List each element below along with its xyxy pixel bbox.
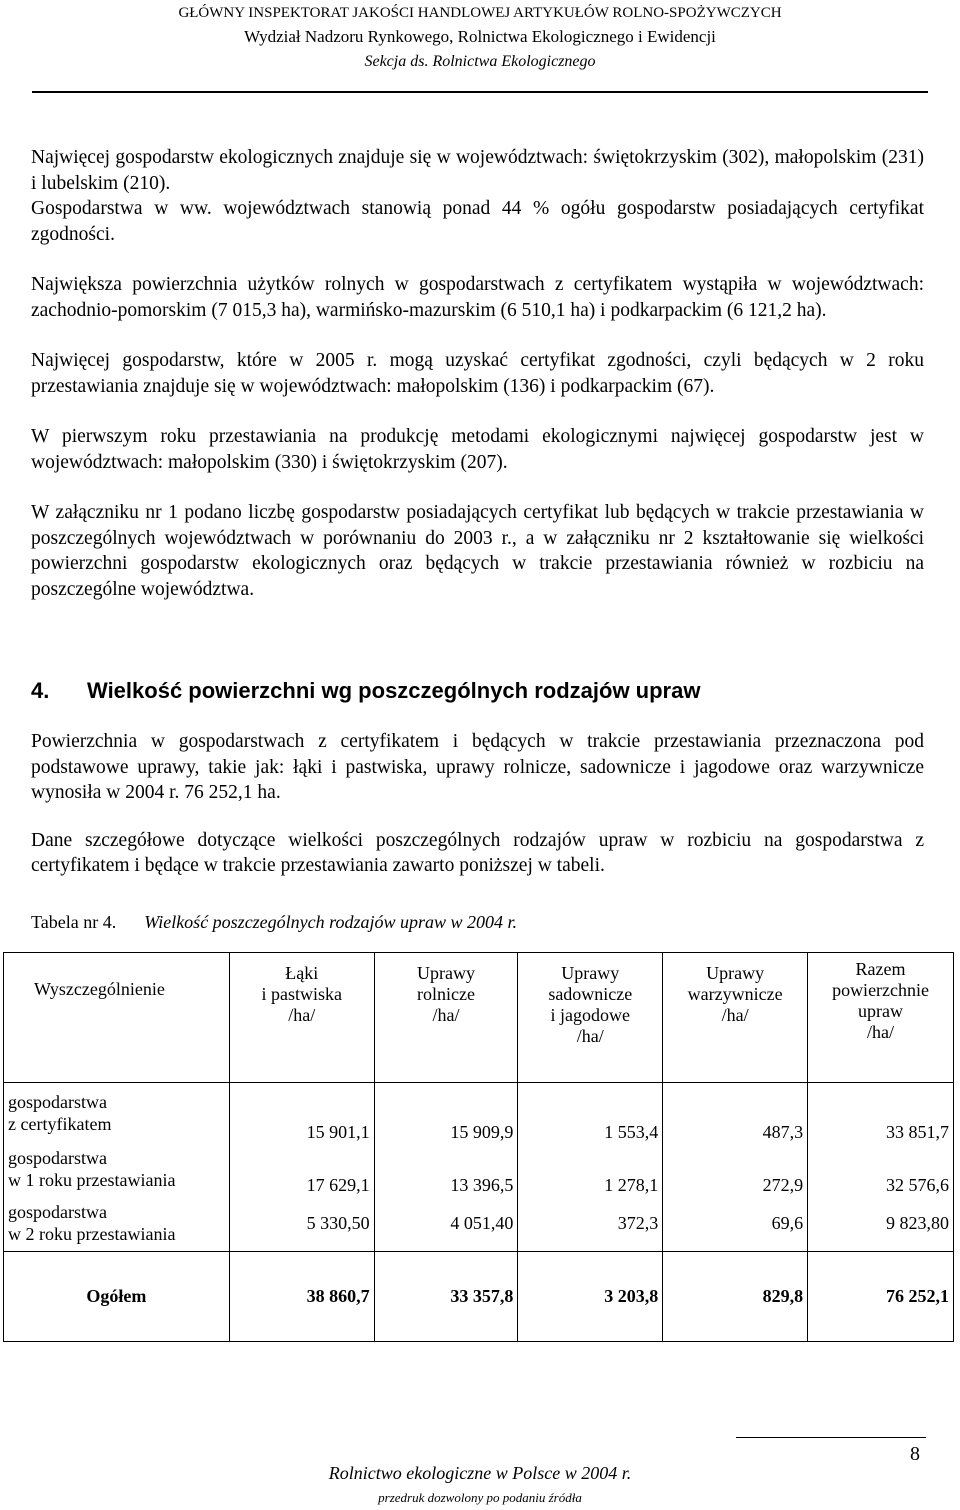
table-caption-title: Wielkość poszczególnych rodzajów upraw w 2004 r. [144, 912, 518, 932]
table-cell: 69,6 [663, 1196, 808, 1252]
footer-note: przedruk dozwolony po podaniu źródła [378, 1490, 582, 1505]
row-label: gospodarstwa w 2 roku przestawiania [4, 1196, 230, 1252]
body-text [31, 145, 924, 602]
page-number: 8 [910, 1443, 920, 1465]
table-cell: 372,3 [518, 1196, 663, 1252]
header-divider [32, 91, 928, 93]
table-row [4, 1196, 954, 1252]
table-cell: 15 909,9 [374, 1083, 518, 1143]
table-cell: 76 252,1 [808, 1252, 954, 1342]
paragraph: Gospodarstwa w ww. województwach stanowią ponad 44 % ogółu gospodarstw posiadających certyfikat zgodności. [31, 198, 924, 245]
table-row [4, 1083, 954, 1143]
table-cell: 5 330,50 [229, 1196, 374, 1252]
paragraph: Najwięcej gospodarstw ekologicznych znajduje się w województwach: świętokrzyskim (302), małopolskim (231) i lubelskim (210). [31, 147, 924, 194]
paragraph: Dane szczegółowe dotyczące wielkości poszczególnych rodzajów upraw w rozbiciu na gospodarstwa z certyfikatem i będące w trakcie przestawiania zawarto poniższej w tabeli. [31, 829, 924, 876]
table-cell: 32 576,6 [808, 1143, 954, 1196]
table-header-cell: Uprawy warzywnicze /ha/ [663, 953, 808, 1083]
table-cell: 38 860,7 [229, 1252, 374, 1342]
header-institution: GŁÓWNY INSPEKTORAT JAKOŚCI HANDLOWEJ ARTYKUŁÓW ROLNO-SPOŻYWCZYCH [178, 5, 782, 21]
table-cell: 13 396,5 [374, 1143, 518, 1196]
table-cell: 1 553,4 [518, 1083, 663, 1143]
paragraph: Największa powierzchnia użytków rolnych w gospodarstwach z certyfikatem wystąpiła w województwach: zachodnio-pomorskim (7 015,3 ha), warmińsko-mazurskim (6 510,1 ha) i podkarpackim (6 121,2 ha). [31, 274, 924, 321]
section-body-text [31, 729, 924, 879]
table-header-cell: Łąki i pastwiska /ha/ [229, 953, 374, 1083]
table-total-row [4, 1252, 954, 1342]
row-label: Ogółem [4, 1252, 230, 1342]
table-cell: 15 901,1 [229, 1083, 374, 1143]
section-number: 4. [31, 678, 50, 703]
table-cell: 272,9 [663, 1143, 808, 1196]
table-header-row [4, 953, 954, 1083]
table-header-cell: Wyszczególnienie [4, 953, 230, 1083]
table-cell: 4 051,40 [374, 1196, 518, 1252]
table-cell: 3 203,8 [518, 1252, 663, 1342]
table-header-cell: Razem powierzchnie upraw /ha/ [808, 953, 954, 1083]
table-row [4, 1143, 954, 1196]
paragraph: Najwięcej gospodarstw, które w 2005 r. mogą uzyskać certyfikat zgodności, czyli będących w 2 roku przestawiania znajduje się w województwach: małopolskim (136) i podkarpackim (67). [31, 350, 924, 397]
table-cell: 33 357,8 [374, 1252, 518, 1342]
section-heading [31, 678, 700, 704]
paragraph: Powierzchnia w gospodarstwach z certyfikatem i będących w trakcie przestawiania przeznaczona pod podstawowe uprawy, takie jak: łąki i pastwiska, uprawy rolnicze, sadownicze i jagodowe oraz warzywnicze wynosiła w 2004 r. 76 252,1 ha. [31, 731, 924, 803]
table-cell: 9 823,80 [808, 1196, 954, 1252]
paragraph: W pierwszym roku przestawiania na produkcję metodami ekologicznymi najwięcej gospodarstw jest w województwach: małopolskim (330) i świętokrzyskim (207). [31, 426, 924, 473]
section-title: Wielkość powierzchni wg poszczególnych rodzajów upraw [87, 678, 701, 703]
footer-divider [736, 1437, 926, 1438]
table-cell: 829,8 [663, 1252, 808, 1342]
crop-area-table [3, 952, 954, 1342]
table-cell: 487,3 [663, 1083, 808, 1143]
row-label: gospodarstwa z certyfikatem [4, 1083, 230, 1143]
row-label: gospodarstwa w 1 roku przestawiania [4, 1143, 230, 1196]
header-department: Wydział Nadzoru Rynkowego, Rolnictwa Ekologicznego i Ewidencji [244, 27, 716, 46]
table-cell: 17 629,1 [229, 1143, 374, 1196]
paragraph: W załączniku nr 1 podano liczbę gospodarstw posiadających certyfikat lub będących w trakcie przestawiania w poszczególnych województwach w porównaniu do 2003 r., a w załączniku nr 2 kształtowanie się wielkości powierzchni gospodarstw ekologicznych oraz będących w trakcie przestawiania również w rozbiciu na poszczególne województwa. [31, 502, 924, 600]
header-section: Sekcja ds. Rolnictwa Ekologicznego [364, 53, 596, 70]
page-header [0, 0, 960, 74]
table-caption [31, 912, 517, 933]
table-cell: 33 851,7 [808, 1083, 954, 1143]
table-cell: 1 278,1 [518, 1143, 663, 1196]
footer-title: Rolnictwo ekologiczne w Polsce w 2004 r. [328, 1463, 632, 1483]
table-header-cell: Uprawy sadownicze i jagodowe /ha/ [518, 953, 663, 1083]
table-caption-label: Tabela nr 4. [31, 912, 117, 932]
table-header-cell: Uprawy rolnicze /ha/ [374, 953, 518, 1083]
